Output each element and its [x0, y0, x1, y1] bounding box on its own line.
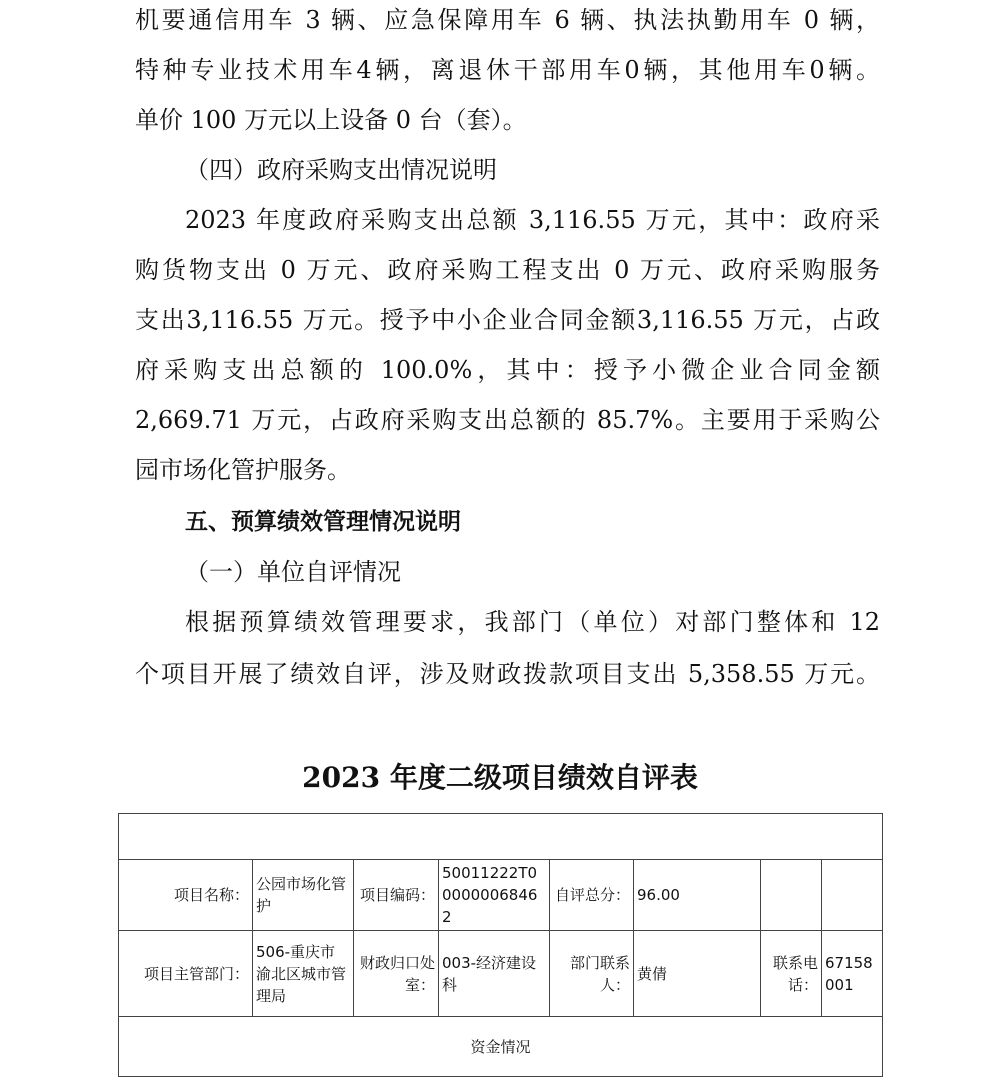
- paragraph-line: 2,669.71 万元，占政府采购支出总额的 85.7%。主要用于采购公: [135, 406, 880, 434]
- paragraph-line: 购货物支出 0 万元、政府采购工程支出 0 万元、政府采购服务: [135, 256, 880, 284]
- section-heading-5: 五、预算绩效管理情况说明: [185, 509, 461, 535]
- paragraph-line: 2023 年度政府采购支出总额 3,116.55 万元，其中：政府采: [185, 206, 880, 234]
- table-title: 2023 年度二级项目绩效自评表: [302, 761, 698, 794]
- contact-label: 部门联系人：: [550, 931, 634, 1017]
- phone-value: 67158001: [822, 931, 883, 1017]
- paragraph-line: 单价 100 万元以上设备 0 台（套）。: [135, 106, 527, 134]
- score-value: 96.00: [634, 860, 761, 931]
- project-name-value: 公园市场化管护: [253, 860, 354, 931]
- score-label: 自评总分：: [550, 860, 634, 931]
- paragraph-line: 机要通信用车 3 辆、应急保障用车 6 辆、执法执勤用车 0 辆，: [135, 6, 880, 34]
- paragraph-line: 个项目开展了绩效自评，涉及财政拨款项目支出 5,358.55 万元。: [135, 660, 880, 688]
- phone-label: 联系电话：: [761, 931, 822, 1017]
- performance-table: [118, 813, 883, 1077]
- table-header-blank-row: [119, 814, 883, 860]
- paragraph-line: 支出3,116.55 万元。授予中小企业合同金额3,116.55 万元，占政: [135, 306, 880, 334]
- subsection-heading: （一）单位自评情况: [185, 558, 401, 586]
- empty-cell: [761, 860, 822, 931]
- paragraph-line: 特种专业技术用车4辆，离退休干部用车0辆，其他用车0辆。: [135, 56, 880, 84]
- dept-value: 506-重庆市渝北区城市管理局: [253, 931, 354, 1017]
- contact-value: 黄倩: [634, 931, 761, 1017]
- paragraph-line: 根据预算绩效管理要求，我部门（单位）对部门整体和 12: [185, 608, 880, 636]
- paragraph-line: 府采购支出总额的 100.0%，其中：授予小微企业合同金额: [135, 356, 880, 384]
- project-code-label: 项目编码：: [354, 860, 439, 931]
- project-code-value: 50011222T000000068462: [439, 860, 550, 931]
- table-row: [119, 1017, 883, 1077]
- table-row: [119, 860, 883, 931]
- office-value: 003-经济建设科: [439, 931, 550, 1017]
- paragraph-line: 园市场化管护服务。: [135, 456, 351, 484]
- funds-section-label: 资金情况: [119, 1017, 883, 1077]
- section-heading-4: （四）政府采购支出情况说明: [185, 156, 497, 184]
- table-row: [119, 931, 883, 1017]
- project-name-label: 项目名称：: [119, 860, 253, 931]
- dept-label: 项目主管部门：: [119, 931, 253, 1017]
- office-label: 财政归口处室：: [354, 931, 439, 1017]
- blank-cell: [119, 814, 883, 860]
- empty-cell: [822, 860, 883, 931]
